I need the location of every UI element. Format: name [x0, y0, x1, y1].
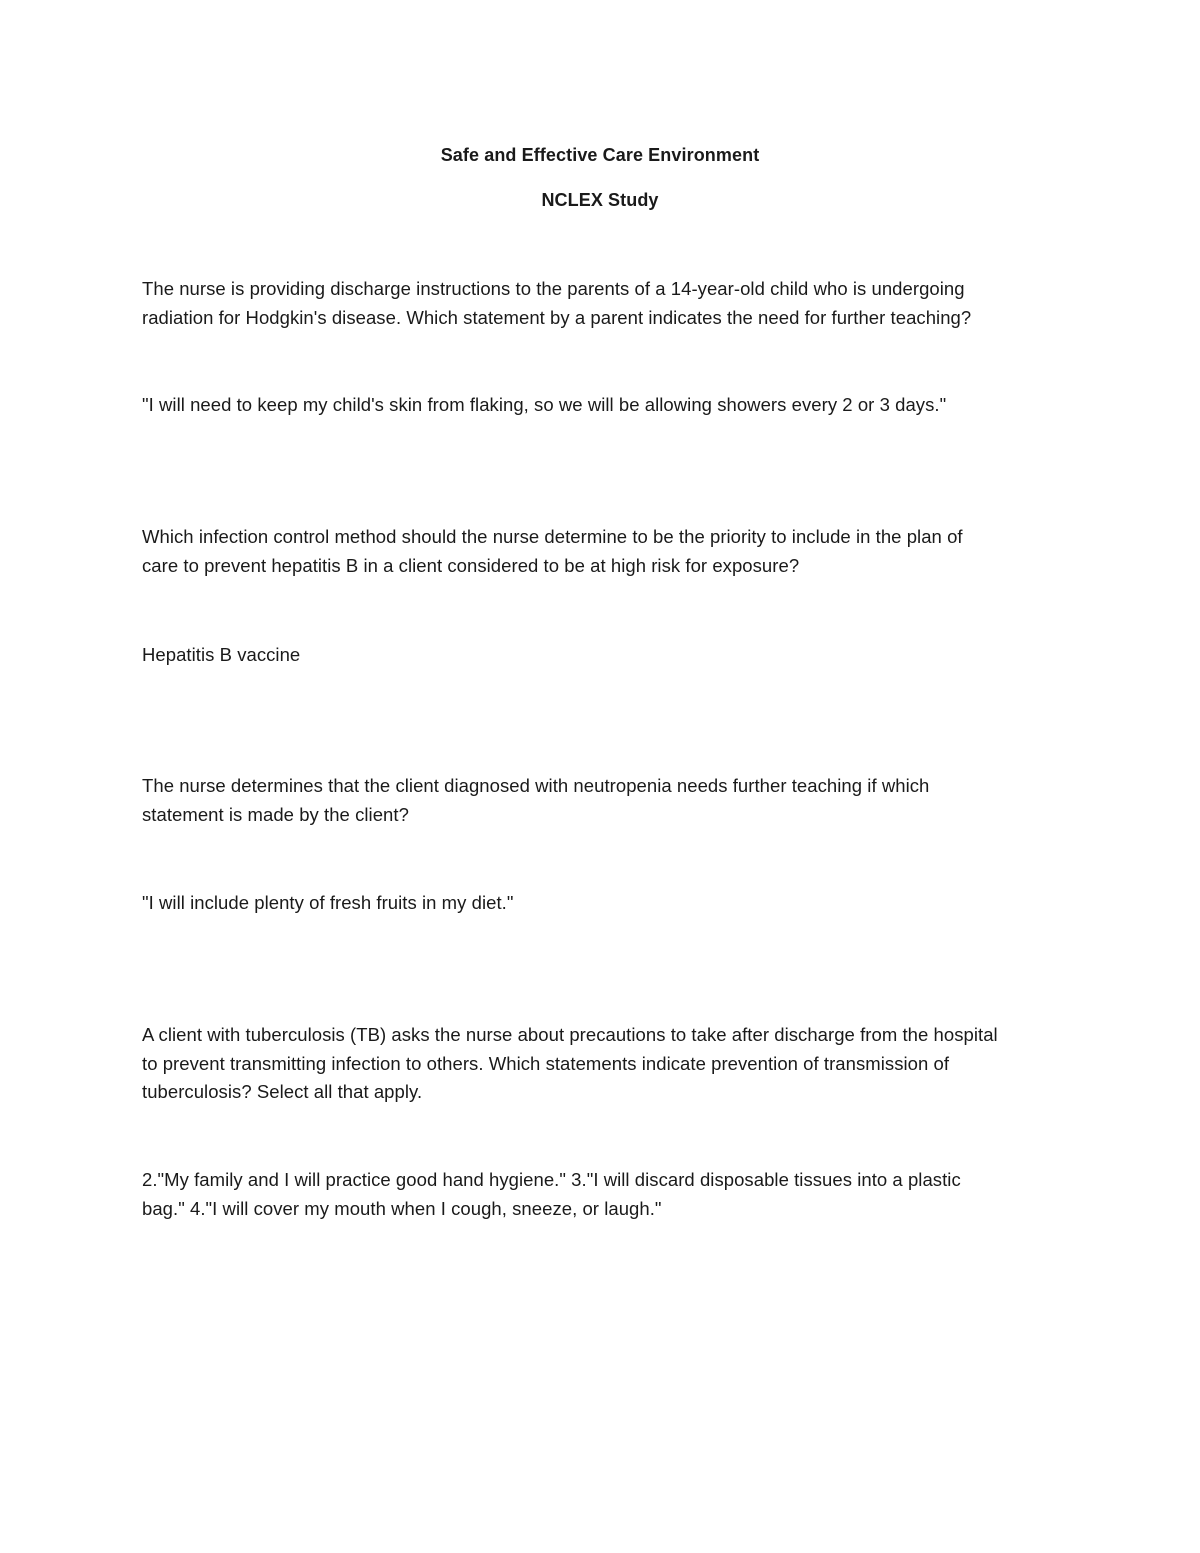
question-2: [142, 523, 1062, 580]
answer-1: [142, 391, 1062, 420]
document-subtitle: NCLEX Study: [541, 190, 659, 210]
question-4-line-2: to prevent transmitting infection to others. Which statements indicate prevention of transmission of: [142, 1052, 950, 1074]
answer-3-line-1: "I will include plenty of fresh fruits in my diet.": [142, 892, 514, 913]
answer-1-line-1: "I will need to keep my child's skin from flaking, so we will be allowing showers every 2 or 3 days.": [142, 394, 947, 415]
question-4-line-1: A client with tuberculosis (TB) asks the nurse about precautions to take after discharge from the hospital: [142, 1024, 998, 1045]
document-title: Safe and Effective Care Environment: [440, 145, 760, 165]
question-4: [142, 1021, 1062, 1107]
answer-4: [142, 1166, 1062, 1223]
question-2-line-2: care to prevent hepatitis B in a client considered to be at high risk for exposure?: [142, 554, 800, 576]
answer-3: [142, 889, 1062, 918]
question-2-line-1: Which infection control method should the nurse determine to be the priority to include in the plan of: [142, 526, 963, 547]
question-1-line-1: The nurse is providing discharge instructions to the parents of a 14-year-old child who is undergoing: [142, 278, 965, 299]
answer-2: [142, 641, 1062, 670]
question-1-line-2: radiation for Hodgkin's disease. Which statement by a parent indicates the need for further teaching?: [142, 306, 972, 328]
answer-4-line-2: bag." 4."I will cover my mouth when I cough, sneeze, or laugh.": [142, 1197, 662, 1219]
question-1: [142, 275, 1062, 332]
question-3-line-2: statement is made by the client?: [142, 803, 409, 825]
question-4-line-3: tuberculosis? Select all that apply.: [142, 1081, 423, 1102]
question-3-line-1: The nurse determines that the client diagnosed with neutropenia needs further teaching if which: [142, 775, 930, 796]
answer-4-line-1: 2."My family and I will practice good hand hygiene." 3."I will discard disposable tissues into a plastic: [142, 1169, 961, 1190]
question-3: [142, 772, 1062, 829]
answer-2-line-1: Hepatitis B vaccine: [142, 644, 301, 665]
